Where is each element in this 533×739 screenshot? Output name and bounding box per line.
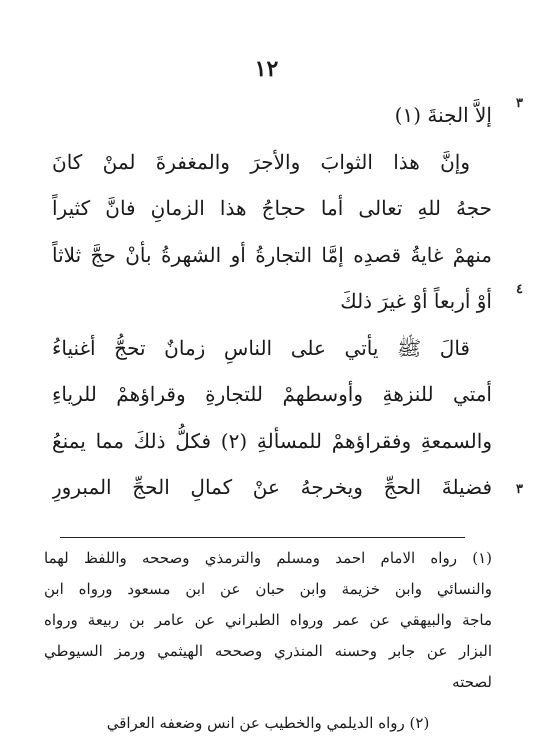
footnote-line: (١) رواه الامام احمد ومسلم والترمذي وصححه واللفظ لهما — [44, 549, 492, 567]
main-text — [52, 92, 492, 511]
footnote-line: والنسائي وابن خزيمة وابن حبان عن ابن مسعود ورواه ابن — [44, 580, 492, 598]
text-line: أوْ أربعاً أوْ غيرَ ذلكَ — [340, 289, 492, 313]
footnotes — [44, 543, 492, 739]
text-line: والسمعةِ وفقراؤهمْ للمسألةِ (٢) فكلُّ ذلكَ مما يمنعُ — [52, 428, 492, 453]
page-number: ١٢ — [254, 56, 279, 82]
text-line: منهمْ غايةُ قصدِه إمَّا التجارةُ أو الشهرةُ بأنْ حجَّ ثلاثاً — [52, 242, 492, 267]
footnote-line: ماجة والبيهقي عن عمر ورواه الطبراني عن عامر بن ربيعة ورواه — [44, 611, 492, 629]
text-line: وإنَّ هذا الثوابَ والأجرَ والمغفرةَ لمنْ كانَ — [52, 149, 470, 174]
footnote-divider — [60, 537, 465, 538]
margin-mark: ٣ — [516, 96, 523, 111]
margin-mark: ٣ — [516, 482, 523, 497]
text-line: قالَ ﷺ يأتي على الناسِ زمانٌ تحجُّ أغنياءُ — [52, 335, 470, 360]
text-line: فضيلةَ الحجِّ ويخرجهُ عنْ كمالِ الحجِّ المبرورِ — [52, 475, 492, 499]
footnote-line: (٢) رواه الديلمي والخطيب عن انس وضعفه العراقي — [106, 714, 430, 732]
text-line: إلاَّ الجنةَ (١) — [394, 103, 492, 127]
footnote-line: البزار عن جابر وحسنه المنذري وصححه الهيثمي ورمز السيوطي — [44, 642, 492, 660]
text-line: أمتي للنزهةِ وأوسطهمْ للتجارةِ وقراؤهمْ للرياءِ — [52, 382, 492, 406]
text-line: حجهُ للهِ تعالى أما حجاجُ هذا الزمانِ فانَّ كثيراً — [52, 196, 492, 220]
margin-mark: ٤ — [516, 282, 523, 297]
footnote-line: لصحته — [452, 673, 492, 691]
